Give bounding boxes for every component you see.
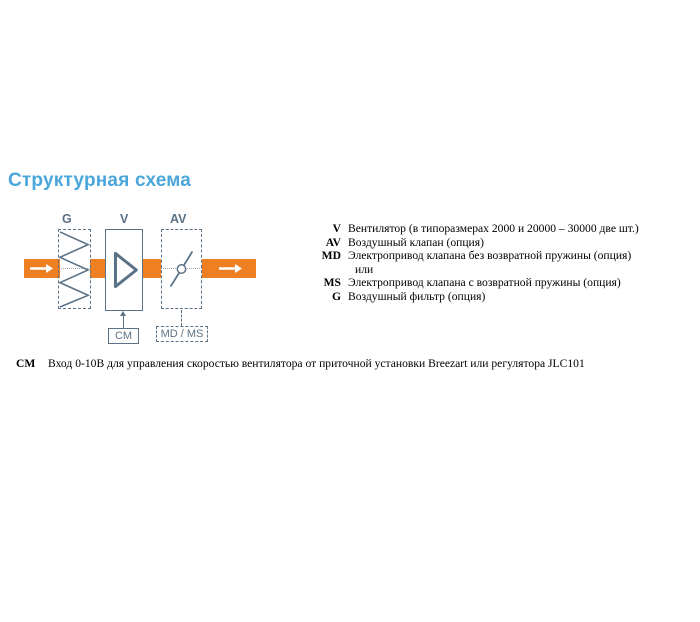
legend-item-g <box>318 290 698 304</box>
component-label-filter: G <box>62 212 72 226</box>
legend-key-v: V <box>332 222 341 235</box>
legend <box>318 222 698 304</box>
outlet-arrow-icon <box>216 259 246 278</box>
component-label-air-valve: AV <box>170 212 187 226</box>
component-fan-box <box>105 229 143 311</box>
legend-desc-ms: Электропривод клапана с возвратной пружины (опция) <box>348 276 621 290</box>
damper-valve-icon <box>162 230 201 308</box>
legend-desc-v: Вентилятор (в типоразмерах 2000 и 20000 – 30000 две шт.) <box>348 222 639 235</box>
legend-desc-av: Воздушный клапан (опция) <box>348 235 484 249</box>
component-label-fan: V <box>120 212 129 226</box>
component-air-valve-box <box>161 229 202 309</box>
legend-item-ms <box>318 276 698 290</box>
tag-md-ms: MD / MS <box>156 326 208 342</box>
legend-item-md <box>318 249 698 263</box>
connector-arrow-head-cm <box>120 311 126 316</box>
duct-segment-fan-to-valve <box>143 259 161 278</box>
legend-desc-md: Электропривод клапана без возвратной пружины (опция) <box>348 249 632 263</box>
legend-item-v <box>318 222 698 236</box>
air-filter-icon <box>59 230 90 308</box>
structural-schematic-diagram <box>0 205 300 350</box>
duct-segment-filter-to-fan <box>90 259 105 278</box>
footnote-cm <box>16 357 585 371</box>
connector-fan-to-cm <box>123 315 124 329</box>
footnote-desc-cm: Вход 0-10В для управления скоростью вентилятора от приточной установки Breezart или регулятора JLC101 <box>48 357 585 370</box>
legend-desc-g: Воздушный фильтр (опция) <box>348 289 486 303</box>
fan-triangle-icon <box>106 230 142 310</box>
legend-key-g: G <box>331 289 341 303</box>
tag-cm: CM <box>108 328 139 344</box>
page-title: Структурная схема <box>8 170 192 191</box>
footnote-key-cm: CM <box>16 357 36 370</box>
connector-valve-to-mdms <box>181 310 182 326</box>
inlet-arrow-icon <box>27 259 57 278</box>
component-filter-box <box>58 229 91 309</box>
legend-key-ms: MS <box>323 276 341 290</box>
legend-continuation-md: или <box>355 262 374 276</box>
legend-key-av: AV <box>325 235 341 249</box>
legend-key-md: MD <box>321 249 341 263</box>
legend-item-av <box>318 236 698 250</box>
